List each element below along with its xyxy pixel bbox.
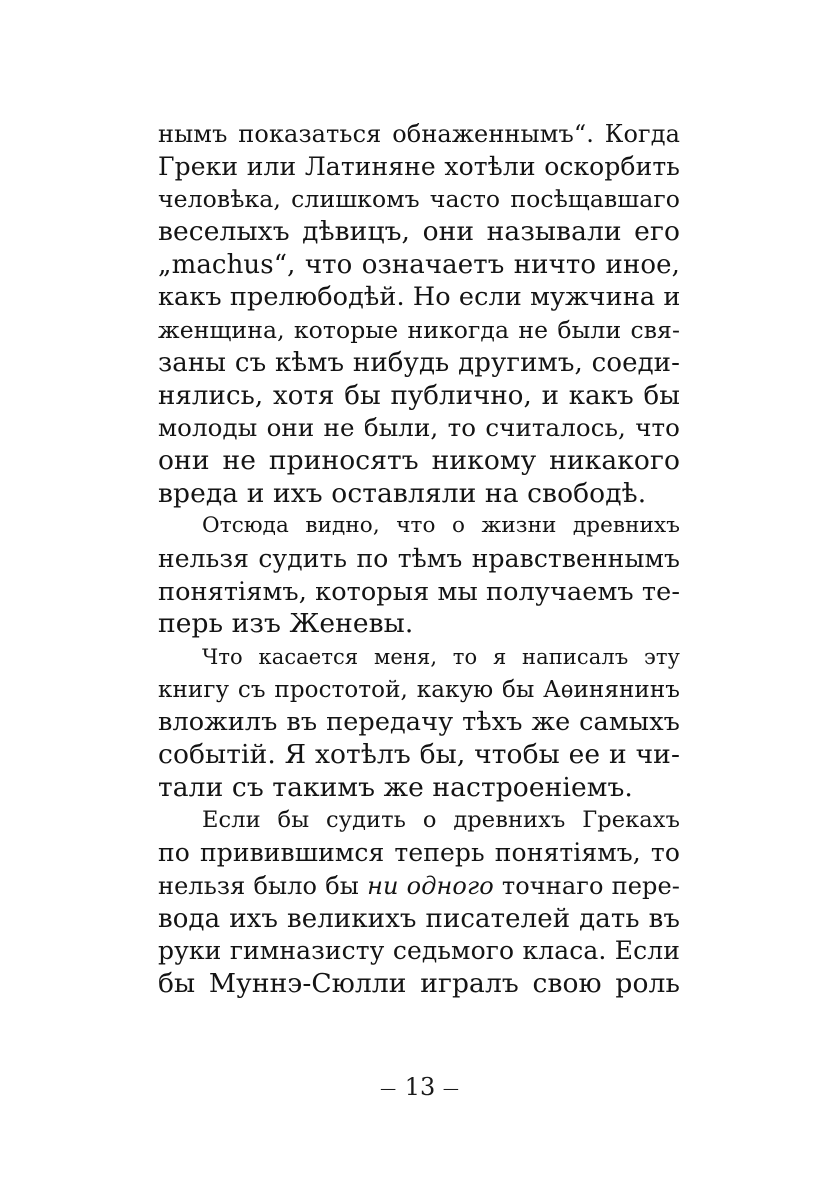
text-line: понятіямъ, которыя мы получаемъ те- bbox=[158, 576, 681, 607]
text-line: Если бы судить о древнихъ Грекахъ bbox=[202, 807, 680, 834]
folio-number: 13 bbox=[404, 1073, 436, 1101]
paragraph-4 bbox=[158, 804, 680, 1000]
text-line: нельзя судить по тѣмъ нравственнымъ bbox=[158, 543, 680, 573]
folio-right-dash: — bbox=[442, 1078, 460, 1098]
paragraph-1 bbox=[158, 118, 680, 510]
paragraph-2 bbox=[158, 510, 680, 641]
text-line: молоды они не были, то считалось, что bbox=[158, 413, 680, 443]
text-line: вложилъ въ передачу тѣхъ же самыхъ bbox=[158, 707, 680, 738]
text-line: перь изъ Женевы. bbox=[158, 608, 414, 640]
text-line: руки гимназисту седьмого класа. Если bbox=[158, 936, 680, 966]
text-line: книгу съ простотой, какую бы Аѳинянинъ bbox=[158, 676, 680, 703]
text-line: Отсюда видно, что о жизни древнихъ bbox=[202, 513, 680, 539]
text-line: Что касается меня, то я написалъ эту bbox=[202, 645, 680, 669]
text-line: „machus“, что означаетъ ничто иное, bbox=[158, 249, 680, 280]
text-line: женщина, которые никогда не были свя- bbox=[158, 316, 680, 345]
text-line: вреда и ихъ оставляли на свободѣ. bbox=[158, 477, 647, 509]
text-line: нымъ показаться обнаженнымъ“. Когда bbox=[158, 120, 680, 148]
text-line: тали съ такимъ же настроеніемъ. bbox=[158, 771, 633, 803]
page-text bbox=[158, 118, 680, 1001]
text-line: вода ихъ великихъ писателей дать въ bbox=[158, 903, 680, 934]
folio-left-dash: — bbox=[380, 1078, 398, 1098]
text-line: событій. Я хотѣлъ бы, чтобы ее и чи- bbox=[158, 739, 680, 771]
text-line: заны съ кѣмъ нибудь другимъ, соеди- bbox=[158, 347, 680, 378]
text-line: нялись, хотя бы публично, и какъ бы bbox=[158, 380, 680, 411]
paragraph-3 bbox=[158, 641, 680, 804]
text-line: какъ прелюбодѣй. Но если мужчина и bbox=[158, 282, 681, 313]
text-line: по привившимся теперь понятіямъ, то bbox=[158, 838, 680, 868]
text-line: бы Муннэ-Сюлли игралъ свою роль bbox=[158, 967, 680, 999]
page-number bbox=[0, 1072, 840, 1104]
text-line: нельзя было бы ни одного точнаго пере- bbox=[158, 871, 680, 900]
italic-emphasis: ни одного bbox=[367, 871, 494, 900]
text-line: они не приносятъ никому никакого bbox=[158, 444, 680, 476]
text-line: человѣка, слишкомъ часто посѣщавшаго bbox=[158, 185, 680, 214]
text-line: Греки или Латиняне хотѣли оскорбить bbox=[158, 151, 680, 181]
text-line: веселыхъ дѣвицъ, они называли его bbox=[158, 216, 680, 248]
